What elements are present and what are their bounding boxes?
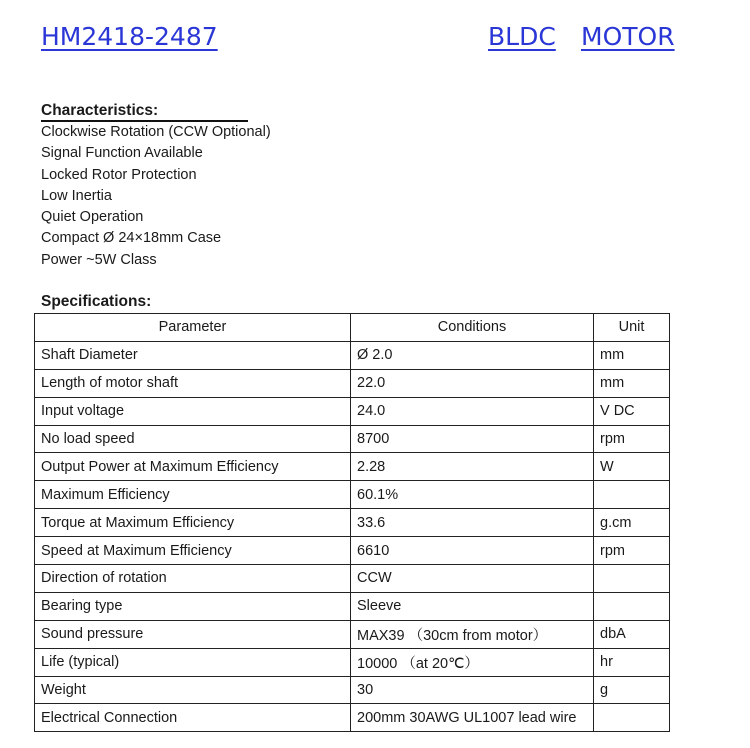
condition-cell: 10000 （at 20℃） xyxy=(351,648,594,676)
parameter-cell: Weight xyxy=(35,676,351,704)
parameter-cell: Bearing type xyxy=(35,592,351,620)
product-type-word-1: BLDC xyxy=(488,22,556,51)
specifications-heading: Specifications: xyxy=(41,293,152,310)
unit-cell: mm xyxy=(594,369,670,397)
characteristics-list xyxy=(41,122,271,271)
table-row xyxy=(35,453,670,481)
table-row xyxy=(35,676,670,704)
unit-cell xyxy=(594,481,670,509)
table-row xyxy=(35,397,670,425)
parameter-cell: Speed at Maximum Efficiency xyxy=(35,537,351,565)
table-row xyxy=(35,481,670,509)
unit-cell: rpm xyxy=(594,425,670,453)
characteristic-item: Clockwise Rotation (CCW Optional) xyxy=(41,124,271,140)
unit-cell: hr xyxy=(594,648,670,676)
condition-cell: Ø 2.0 xyxy=(351,341,594,369)
unit-cell: mm xyxy=(594,341,670,369)
specifications-table xyxy=(34,313,670,732)
unit-cell xyxy=(594,565,670,593)
condition-cell: 8700 xyxy=(351,425,594,453)
characteristics-heading: Characteristics: xyxy=(41,102,159,119)
table-row xyxy=(35,425,670,453)
unit-cell xyxy=(594,592,670,620)
condition-cell: 30 xyxy=(351,676,594,704)
table-row xyxy=(35,369,670,397)
table-row xyxy=(35,592,670,620)
unit-cell: g.cm xyxy=(594,509,670,537)
model-number-title: HM2418-2487 xyxy=(41,22,218,51)
characteristic-item: Quiet Operation xyxy=(41,209,144,226)
table-row xyxy=(35,648,670,676)
parameter-cell: Maximum Efficiency xyxy=(35,481,351,509)
table-row xyxy=(35,704,670,732)
unit-cell: g xyxy=(594,676,670,704)
parameter-cell: Life (typical) xyxy=(35,648,351,676)
column-header-parameter: Parameter xyxy=(35,314,351,342)
condition-cell: CCW xyxy=(351,565,594,593)
condition-cell: Sleeve xyxy=(351,592,594,620)
condition-cell: 60.1% xyxy=(351,481,594,509)
characteristic-item: Compact Ø 24×18mm Case xyxy=(41,230,222,247)
table-row xyxy=(35,565,670,593)
table-row xyxy=(35,537,670,565)
unit-cell: V DC xyxy=(594,397,670,425)
parameter-cell: Shaft Diameter xyxy=(35,341,351,369)
parameter-cell: Direction of rotation xyxy=(35,565,351,593)
condition-cell: 6610 xyxy=(351,537,594,565)
condition-cell: 24.0 xyxy=(351,397,594,425)
unit-cell: dbA xyxy=(594,620,670,648)
condition-cell: MAX39 （30cm from motor） xyxy=(351,620,594,648)
document-header xyxy=(41,22,677,56)
parameter-cell: No load speed xyxy=(35,425,351,453)
characteristic-item: Low Inertia xyxy=(41,187,112,204)
table-row xyxy=(35,509,670,537)
parameter-cell: Output Power at Maximum Efficiency xyxy=(35,453,351,481)
characteristic-item: Locked Rotor Protection xyxy=(41,166,197,183)
parameter-cell: Length of motor shaft xyxy=(35,369,351,397)
table-header-row xyxy=(35,314,670,342)
condition-cell: 200mm 30AWG UL1007 lead wire xyxy=(351,704,594,732)
parameter-cell: Torque at Maximum Efficiency xyxy=(35,509,351,537)
parameter-cell: Input voltage xyxy=(35,397,351,425)
column-header-conditions: Conditions xyxy=(351,314,594,342)
column-header-unit: Unit xyxy=(594,314,670,342)
unit-cell xyxy=(594,704,670,732)
table-row xyxy=(35,620,670,648)
unit-cell: W xyxy=(594,453,670,481)
unit-cell: rpm xyxy=(594,537,670,565)
parameter-cell: Sound pressure xyxy=(35,620,351,648)
condition-cell: 2.28 xyxy=(351,453,594,481)
table-row xyxy=(35,341,670,369)
characteristic-item: Power ~5W Class xyxy=(41,251,157,268)
parameter-cell: Electrical Connection xyxy=(35,704,351,732)
product-type-word-2: MOTOR xyxy=(581,22,675,51)
condition-cell: 22.0 xyxy=(351,369,594,397)
characteristic-item: Signal Function Available xyxy=(41,145,203,162)
condition-cell: 33.6 xyxy=(351,509,594,537)
